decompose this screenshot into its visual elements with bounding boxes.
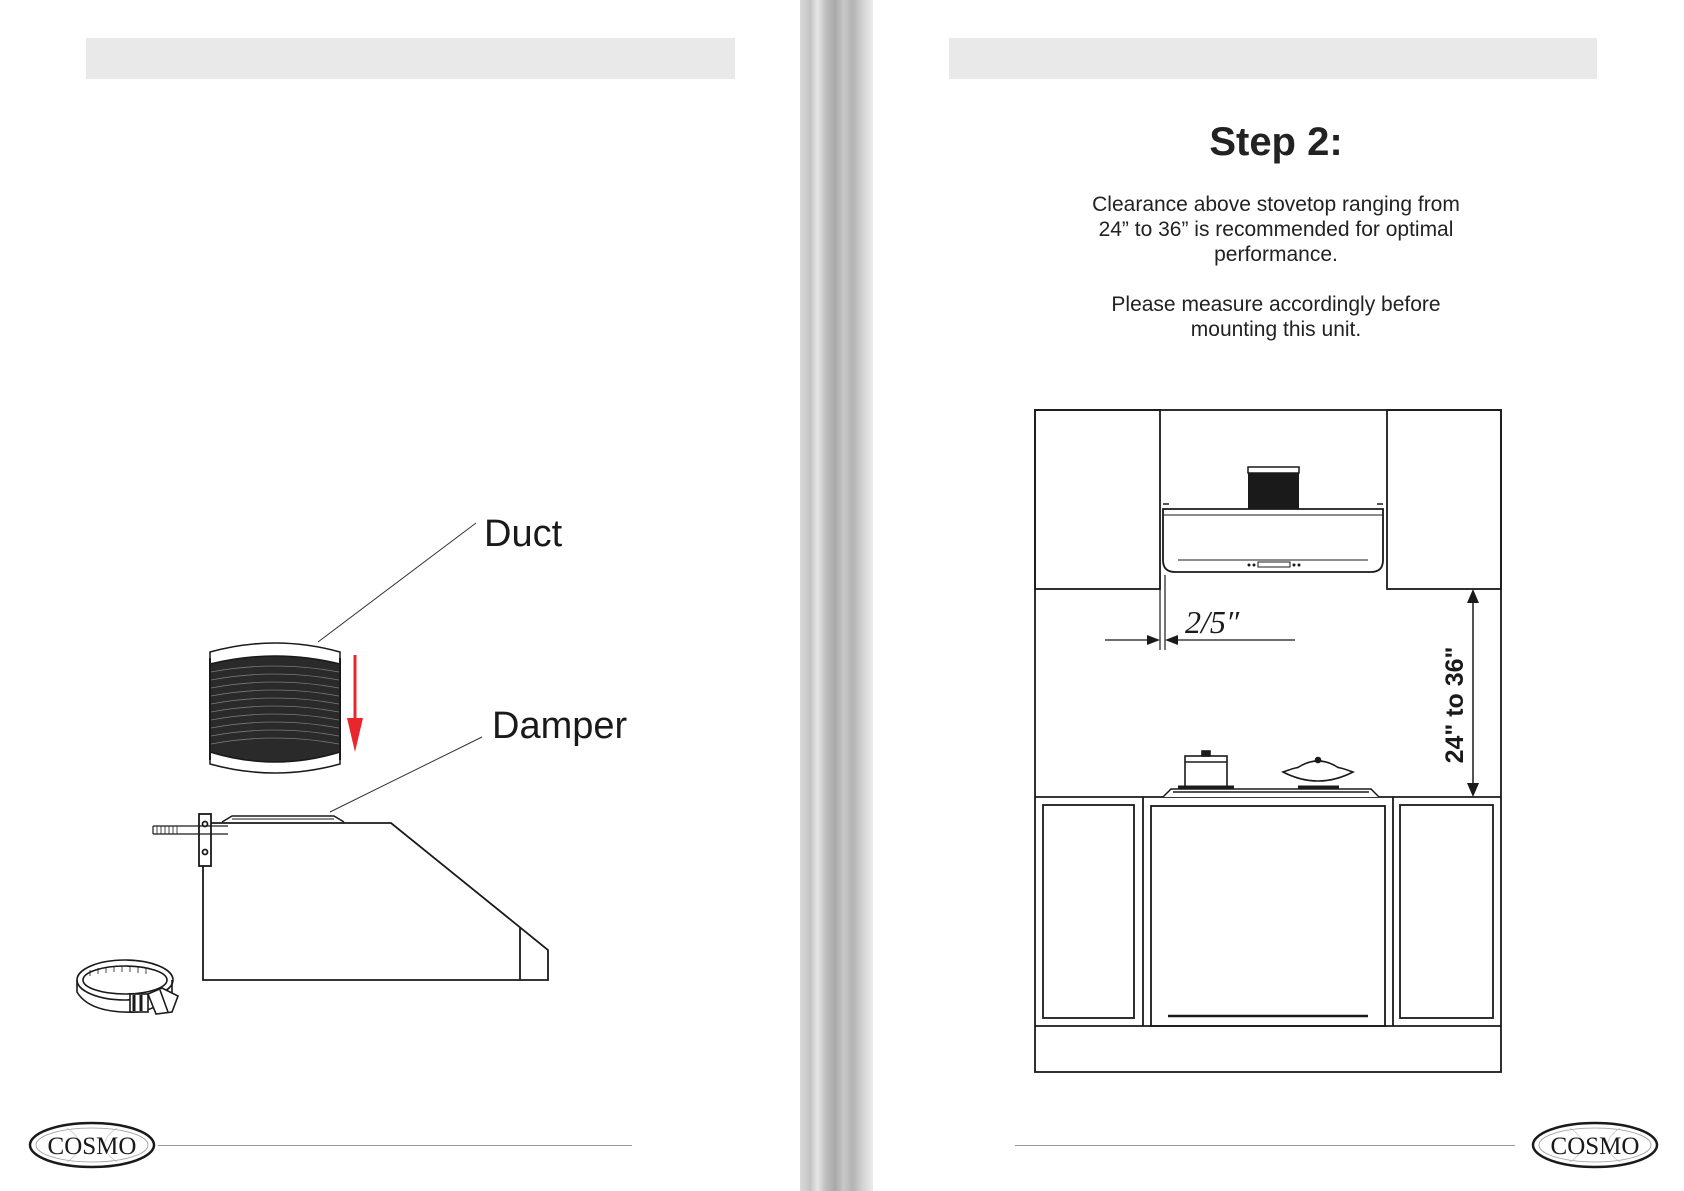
pot-icon [1178,751,1234,787]
upper-cabinet-left [1035,410,1160,589]
right-page [873,0,1684,1191]
hose-clamp-icon [77,960,178,1014]
down-arrow-icon [347,655,363,752]
damper-leader-line [330,737,482,812]
gap-label: 2/5″ [1185,604,1240,640]
left-footer-line [158,1145,632,1146]
clearance-line-1: Clearance above stovetop ranging from [1092,193,1460,216]
measure-line-1: Please measure accordingly before [1111,293,1441,316]
damper-label: Damper [492,705,628,747]
kitchen-clearance-diagram [873,0,1684,1191]
range-hood-icon [153,814,548,980]
cooktop-icon [1163,789,1379,797]
cosmo-logo-right-text: COSMO [1550,1133,1640,1160]
clearance-label: 24" to 36" [1441,646,1469,764]
range-hood-icon [1163,467,1383,572]
clearance-line-2: 24” to 36” is recommended for optimal [1098,218,1454,241]
lower-cabinet-left [1043,805,1134,1018]
cosmo-logo-left-text: COSMO [47,1133,137,1160]
measure-line-2: mounting this unit. [1190,318,1362,341]
clearance-line-3: performance. [1214,243,1338,266]
cosmo-logo-left [27,1120,157,1170]
wok-icon [1283,758,1353,788]
lower-cabinet-right [1400,805,1493,1018]
duct-icon [210,643,340,773]
oven-door [1151,806,1385,1026]
right-footer-line [1015,1145,1515,1146]
left-page [0,0,800,1191]
duct-damper-illustration [0,0,800,1191]
step-title: Step 2: [1209,120,1343,164]
upper-cabinet-right [1387,410,1501,589]
duct-leader-line [318,523,476,642]
book-spine [800,0,873,1191]
duct-label: Duct [484,513,563,555]
cosmo-logo-right [1530,1120,1660,1170]
